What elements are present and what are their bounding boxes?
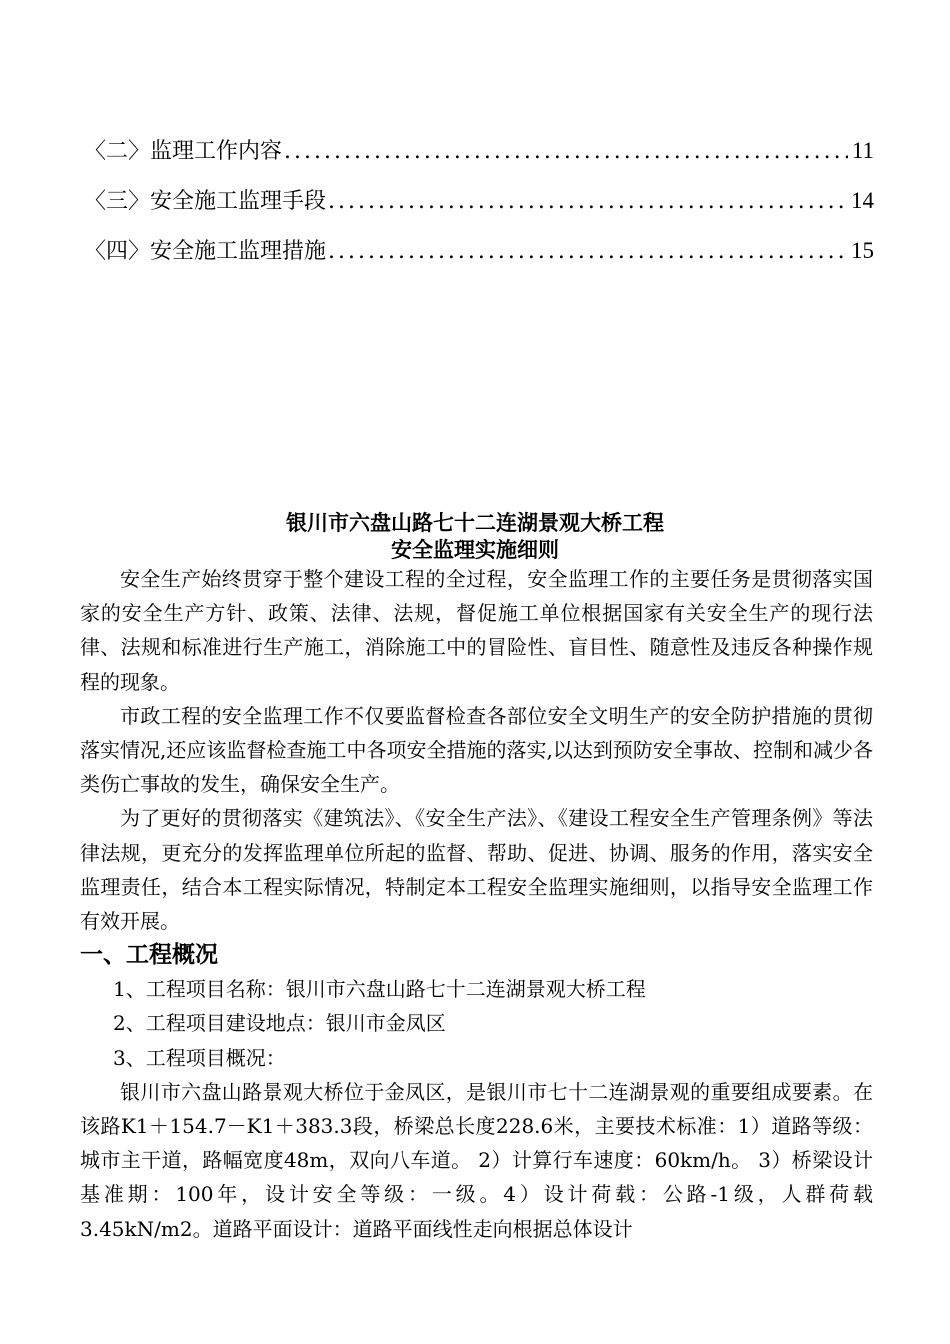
section-heading: 一、工程概况 bbox=[80, 942, 218, 969]
toc-leader-dots bbox=[284, 133, 848, 171]
document-title-line2: 安全监理实施细则 bbox=[391, 538, 559, 562]
toc-entry-label: 〈三〉安全施工监理手段 bbox=[84, 189, 327, 214]
toc-entry-page: 15 bbox=[851, 238, 874, 263]
document-body bbox=[80, 562, 873, 1246]
toc-leader-dots bbox=[328, 183, 847, 221]
body-paragraph: 为了更好的贯彻落实《建筑法》、《安全生产法》、《建设工程安全生产管理条例》等法律法规，更充分的发挥监理单位所起的监督、帮助、促进、协调、服务的作用，落实安全监理责任，结合本工程实际情况，特制定本工程安全监理实施细则，以指导安全监理工作有效开展。 bbox=[80, 806, 873, 934]
list-item: 2、工程项目建设地点：银川市金凤区 bbox=[113, 1011, 446, 1036]
toc-entry-page: 11 bbox=[851, 138, 874, 163]
toc-leader-dots bbox=[328, 233, 847, 271]
toc-entry-label: 〈二〉监理工作内容 bbox=[84, 139, 283, 164]
list-item: 3、工程项目概况： bbox=[113, 1045, 286, 1070]
toc-entry-label: 〈四〉安全施工监理措施 bbox=[84, 239, 327, 264]
toc-entry[interactable] bbox=[84, 182, 874, 232]
list-item: 1、工程项目名称：银川市六盘山路七十二连湖景观大桥工程 bbox=[113, 977, 646, 1002]
overview-paragraph: 银川市六盘山路景观大桥位于金凤区，是银川市七十二连湖景观的重要组成要素。在该路K1＋154.7－K1＋383.3段，桥梁总长度228.6米，主要技术标准：1）道路等级：城市主干道，路幅宽度48m，双向八车道。 2）计算行车速度：60km/h。 3）桥梁设计基准期：100年，设计安全等级：一级。4）设计荷载：公路-1级，人群荷载3.45kN/m2。道路平面设计：道路平面线性走向根据总体设计 bbox=[80, 1079, 873, 1241]
body-paragraph: 安全生产始终贯穿于整个建设工程的全过程，安全监理工作的主要任务是贯彻落实国家的安全生产方针、政策、法律、法规，督促施工单位根据国家有关安全生产的现行法律、法规和标准进行生产施工，消除施工中的冒险性、盲目性、随意性及违反各种操作规程的现象。 bbox=[80, 567, 873, 694]
toc-entry[interactable] bbox=[84, 232, 874, 282]
toc-entry[interactable] bbox=[84, 132, 874, 182]
table-of-contents bbox=[84, 132, 874, 282]
body-paragraph: 市政工程的安全监理工作不仅要监督检查各部位安全文明生产的安全防护措施的贯彻落实情况,还应该监督检查施工中各项安全措施的落实,以达到预防安全事故、控制和减少各类伤亡事故的发生，确保安全生产。 bbox=[80, 703, 873, 797]
toc-entry-page: 14 bbox=[851, 188, 874, 213]
document-title-line1: 银川市六盘山路七十二连湖景观大桥工程 bbox=[286, 511, 664, 535]
